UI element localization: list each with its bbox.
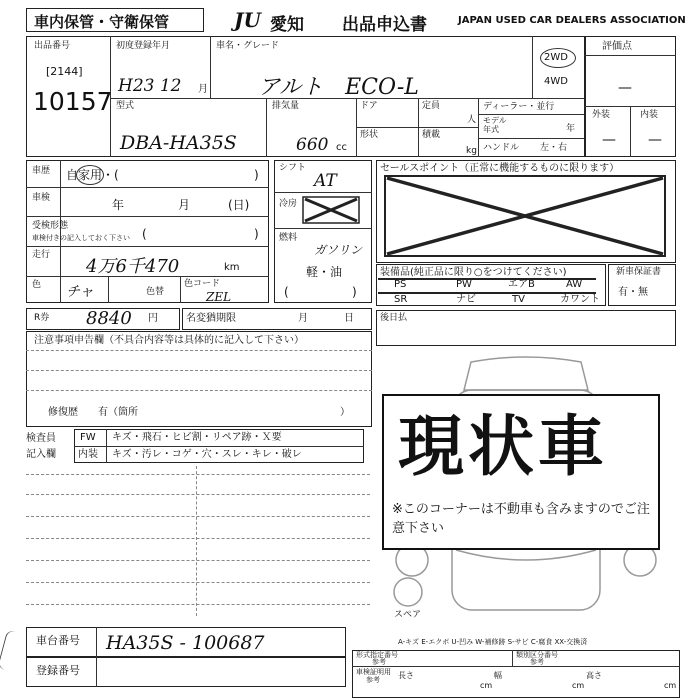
inspector-interior-text: キズ・汚レ・コゲ・穴・スレ・キレ・破レ [112,449,302,460]
first-reg-month-unit: 月 [198,84,208,95]
type-cert-label: 形式指定番号 [356,651,398,659]
warranty-label: 新車保証書 [616,267,662,277]
history-label: 車歴 [32,166,51,176]
repair-history: 修復歴 有（箇所 [48,407,138,418]
ac-label: 冷房 [279,199,298,209]
equipment-label: 装備品(純正品に限り○をつけてください) [380,267,567,278]
door-label: ドア [360,101,378,111]
model-year-label: モデル 年式 [483,116,507,134]
fuel-value: ガソリン [314,243,363,257]
displacement-unit: cc [336,142,347,153]
divider [108,276,109,303]
receipt-note: 車検付きの記入しておく下さい [32,234,130,242]
ju-logo: JU [234,8,261,32]
rating-label: 評価点 [602,41,632,52]
equip-tv: TV [512,294,525,305]
first-reg-value: H23 12 [118,76,182,96]
divider [274,228,372,229]
lot-number: 10157 [33,87,113,116]
fuel-paren-open: ( [284,285,289,299]
rating-value: — [618,80,632,96]
transfer-day: 日 [344,313,354,324]
model-label: 型式 [116,101,135,111]
divider [356,127,478,128]
form-title: 出品申込書 [342,15,427,35]
dims-length: 長さ [398,671,414,680]
inspection-year: 年 [112,198,125,212]
capacity-label: 定員 [422,101,441,111]
load-unit: kg [466,146,477,156]
chassis-value: HA35S - 100687 [106,632,265,654]
shift-value: AT [314,171,337,191]
color-value: チャ [66,284,94,300]
color-code-label: 色コード [184,279,221,289]
equip-ps: PS [394,279,407,290]
car-name-value: アルト ECO-L [258,75,419,100]
divider [26,390,372,391]
class-cert-ref: 参考 [530,658,544,666]
divider [26,604,370,605]
shift-label: シフト [279,163,307,173]
divider [274,192,372,193]
recycle-value: 8840 [86,308,132,329]
recycle-unit: 円 [148,313,158,324]
handle-options: 左・右 [540,143,568,153]
interior-value: — [648,132,662,148]
chassis-label: 車台番号 [36,634,80,647]
divider [26,538,370,539]
divider [26,516,370,517]
divider [26,560,370,561]
drive-4wd: 4WD [544,76,568,87]
color-code-value: ZEL [206,290,232,304]
inspector-fw-label: FW [80,432,96,443]
lot-label: 出品番号 [34,41,71,51]
margin-mark [0,629,18,670]
inspector-interior-label: 内装 [78,449,98,460]
dims-label: 車検証明用 [356,668,391,676]
first-reg-label: 初度登録年月 [116,41,171,51]
divider [26,187,269,188]
handle-label: ハンドル [483,143,520,153]
storage-label: 車内保管・守衛保管 [34,13,170,31]
model-value: DBA-HA35S [120,132,237,154]
divider [26,370,372,371]
warranty-value: 有・無 [618,287,648,298]
equip-navi: ナビ [456,294,476,305]
ac-crossed-box [302,196,360,224]
divider [478,98,479,157]
dims-length-unit: cm [480,681,493,690]
sales-point-crossed-box [384,175,666,257]
divider [96,627,97,687]
divider [26,246,269,247]
sales-point-label: セールスポイント（正常に機能するものに限ります） [380,163,620,174]
divider [630,106,631,157]
equip-other: カワント [560,294,600,305]
fuel-option: 軽・油 [306,265,343,279]
later-payment-section [376,310,676,346]
registration-label: 登録番号 [36,664,80,677]
damage-legend: A-キズ E-エクボ U-凹み W-補修跡 S-サビ C-腐食 XX-交換済 [398,638,588,646]
color-tone-label: 色替 [146,287,165,297]
divider [478,114,584,115]
divider [210,36,211,98]
divider [512,650,513,666]
inspection-label: 車検 [32,193,51,203]
dims-height-unit: cm [664,681,677,690]
dims-ref: 参考 [366,676,380,684]
association-name: JAPAN USED CAR DEALERS ASSOCIATION [458,15,686,26]
receipt-label: 受検形態 [32,221,69,231]
type-cert-ref: 参考 [372,658,386,666]
later-payment-label: 後日払 [380,313,408,323]
divider [26,474,370,475]
inspector-label-1: 検査員 [26,433,56,444]
notes-label: 注意事項申告欄（不具合内容等は具体的に記入して下さい） [34,335,304,346]
exterior-value: — [602,132,616,148]
divider [26,582,370,583]
divider [180,276,181,303]
as-is-stamp-note: ※このコーナーは不動車も含みますのでご注意下さい [392,502,650,536]
inspector-fw-text: キズ・飛石・ヒビ割・リペア跡・Ｘ要 [112,432,282,443]
equip-aw: AW [566,279,583,290]
divider [196,466,197,616]
spare-tire-label: スペア [394,610,422,620]
color-label: 色 [32,280,42,290]
divider [26,494,370,495]
drive-2wd: 2WD [544,52,568,63]
divider [26,350,372,351]
inspection-day: (日) [228,198,250,212]
class-cert-label: 類別区分番号 [516,651,558,659]
interior-label: 内装 [640,110,659,120]
exterior-label: 外装 [592,110,611,120]
receipt-close: ) [254,227,259,241]
divider [584,55,676,56]
history-value: 自家用・( [66,168,119,182]
displacement-label: 排気量 [272,101,300,111]
shape-label: 形状 [360,130,379,140]
dealer-label: ディーラー・並行 [483,102,555,112]
capacity-unit: 人 [467,115,477,125]
model-year-unit: 年 [566,124,576,134]
as-is-stamp-title: 現状車 [398,408,608,485]
history-close: ) [254,168,259,182]
mileage-value: 4万6千470 [86,256,180,277]
load-label: 積載 [422,130,441,140]
dims-width-unit: cm [572,681,585,690]
org-name: 愛知 [270,15,304,35]
divider [378,278,596,280]
mileage-label: 走行 [32,250,51,260]
divider [74,446,364,447]
dims-width: 幅 [494,671,502,680]
recycle-label: R券 [34,313,50,323]
inspector-label-2: 記入欄 [26,449,56,460]
fuel-paren-close: ) [352,285,357,299]
repair-close: ） [340,407,350,418]
equip-sr: SR [394,294,408,305]
displacement-value: 660 [296,135,329,155]
fuel-label: 燃料 [279,233,298,243]
equip-airbag: エアB [508,279,535,290]
divider [532,36,533,98]
divider [478,138,584,139]
transfer-label: 名変猶期限 [186,313,236,324]
equip-pw: PW [456,279,472,290]
divider [106,429,107,463]
mileage-unit: km [224,262,240,273]
dims-height: 高さ [586,671,602,680]
divider [266,98,267,157]
divider [352,666,680,667]
transfer-month: 月 [298,313,308,324]
inspection-month: 月 [178,198,191,212]
receipt-open: ( [142,227,147,241]
divider [26,216,269,217]
car-name-label: 車名・グレード [216,41,280,51]
lot-sub-number: [2144] [46,65,83,78]
